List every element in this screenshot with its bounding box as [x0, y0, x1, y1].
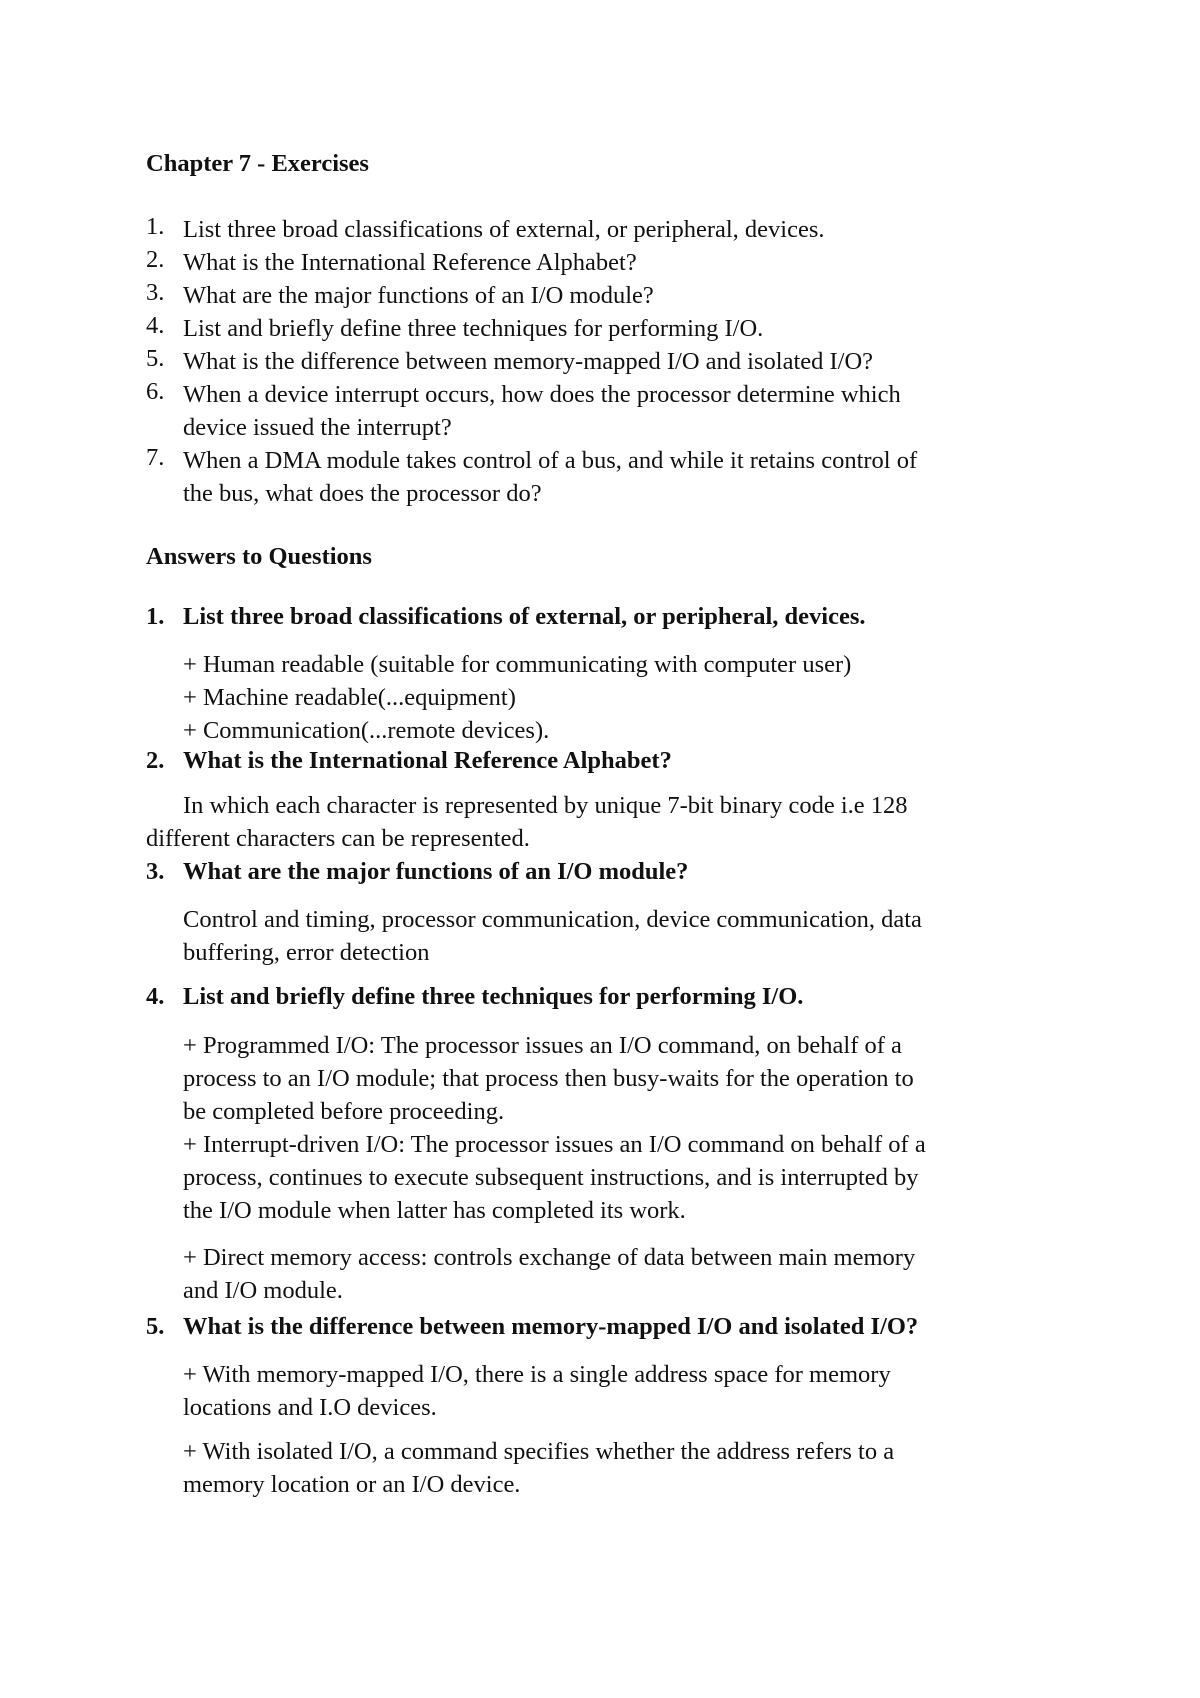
- exercise-line: What is the International Reference Alphabet?: [183, 249, 637, 276]
- exercise-line: When a DMA module takes control of a bus, and while it retains control of: [183, 447, 918, 474]
- exercise-text: [183, 444, 917, 510]
- answer-number: 5.: [146, 1313, 165, 1340]
- exercise-number: 6.: [146, 378, 165, 405]
- answer-line: different characters can be represented.: [146, 825, 530, 852]
- answer-line: locations and I.O devices.: [183, 1394, 437, 1421]
- exercise-text: [183, 213, 825, 246]
- exercise-line: What is the difference between memory-mapped I/O and isolated I/O?: [183, 348, 874, 375]
- exercise-text: [183, 378, 901, 444]
- answer-line: + With memory-mapped I/O, there is a single address space for memory: [183, 1361, 891, 1388]
- answer-line: + With isolated I/O, a command specifies whether the address refers to a: [183, 1438, 895, 1465]
- answer-line: + Machine readable(...equipment): [183, 684, 516, 711]
- answer-line: + Interrupt-driven I/O: The processor issues an I/O command on behalf of a: [183, 1131, 926, 1158]
- exercise-number: 2.: [146, 246, 165, 273]
- answer-number: 3.: [146, 858, 165, 885]
- answers-title: Answers to Questions: [146, 543, 372, 570]
- exercise-number: 1.: [146, 213, 165, 240]
- answer-line: + Direct memory access: controls exchange of data between main memory: [183, 1244, 916, 1271]
- exercise-number: 5.: [146, 345, 165, 372]
- answer-number: 4.: [146, 983, 165, 1010]
- exercise-line: What are the major functions of an I/O module?: [183, 282, 654, 309]
- answer-question: What is the International Reference Alphabet?: [183, 747, 672, 774]
- exercise-line: the bus, what does the processor do?: [183, 480, 542, 507]
- exercise-text: [183, 246, 637, 279]
- answer-question: What are the major functions of an I/O module?: [183, 858, 689, 885]
- answer-question: What is the difference between memory-mapped I/O and isolated I/O?: [183, 1313, 919, 1340]
- answer-line: In which each character is represented by unique 7-bit binary code i.e 128: [183, 792, 908, 819]
- exercise-line: List three broad classifications of external, or peripheral, devices.: [183, 216, 825, 243]
- answer-number: 2.: [146, 747, 165, 774]
- answer-text: [183, 1435, 894, 1501]
- exercise-number: 7.: [146, 444, 165, 471]
- exercise-line: When a device interrupt occurs, how does the processor determine which: [183, 381, 901, 408]
- answer-line: be completed before proceeding.: [183, 1098, 505, 1125]
- answer-text: [183, 1358, 891, 1424]
- answer-text: [183, 903, 922, 969]
- answer-line: the I/O module when latter has completed its work.: [183, 1197, 686, 1224]
- answer-line: process, continues to execute subsequent instructions, and is interrupted by: [183, 1164, 919, 1191]
- answer-number: 1.: [146, 603, 165, 630]
- answer-text: [183, 648, 851, 747]
- answer-line: and I/O module.: [183, 1277, 343, 1304]
- answer-line: process to an I/O module; that process then busy-waits for the operation to: [183, 1065, 914, 1092]
- answer-text: [183, 1029, 926, 1227]
- answer-question: List three broad classifications of external, or peripheral, devices.: [183, 603, 866, 630]
- answer-question: List and briefly define three techniques for performing I/O.: [183, 983, 804, 1010]
- exercise-text: [183, 345, 873, 378]
- answer-line: + Programmed I/O: The processor issues an I/O command, on behalf of a: [183, 1032, 902, 1059]
- answer-line: + Communication(...remote devices).: [183, 717, 550, 744]
- answer-line: + Human readable (suitable for communicating with computer user): [183, 651, 852, 678]
- exercise-line: device issued the interrupt?: [183, 414, 452, 441]
- answer-line: memory location or an I/O device.: [183, 1471, 521, 1498]
- answer-line: Control and timing, processor communication, device communication, data: [183, 906, 922, 933]
- answer-text: [183, 1241, 915, 1307]
- exercises-title: Chapter 7 - Exercises: [146, 150, 369, 177]
- exercise-line: List and briefly define three techniques for performing I/O.: [183, 315, 764, 342]
- answer-line: buffering, error detection: [183, 939, 430, 966]
- exercise-text: [183, 312, 763, 345]
- exercise-number: 3.: [146, 279, 165, 306]
- exercise-text: [183, 279, 654, 312]
- exercise-number: 4.: [146, 312, 165, 339]
